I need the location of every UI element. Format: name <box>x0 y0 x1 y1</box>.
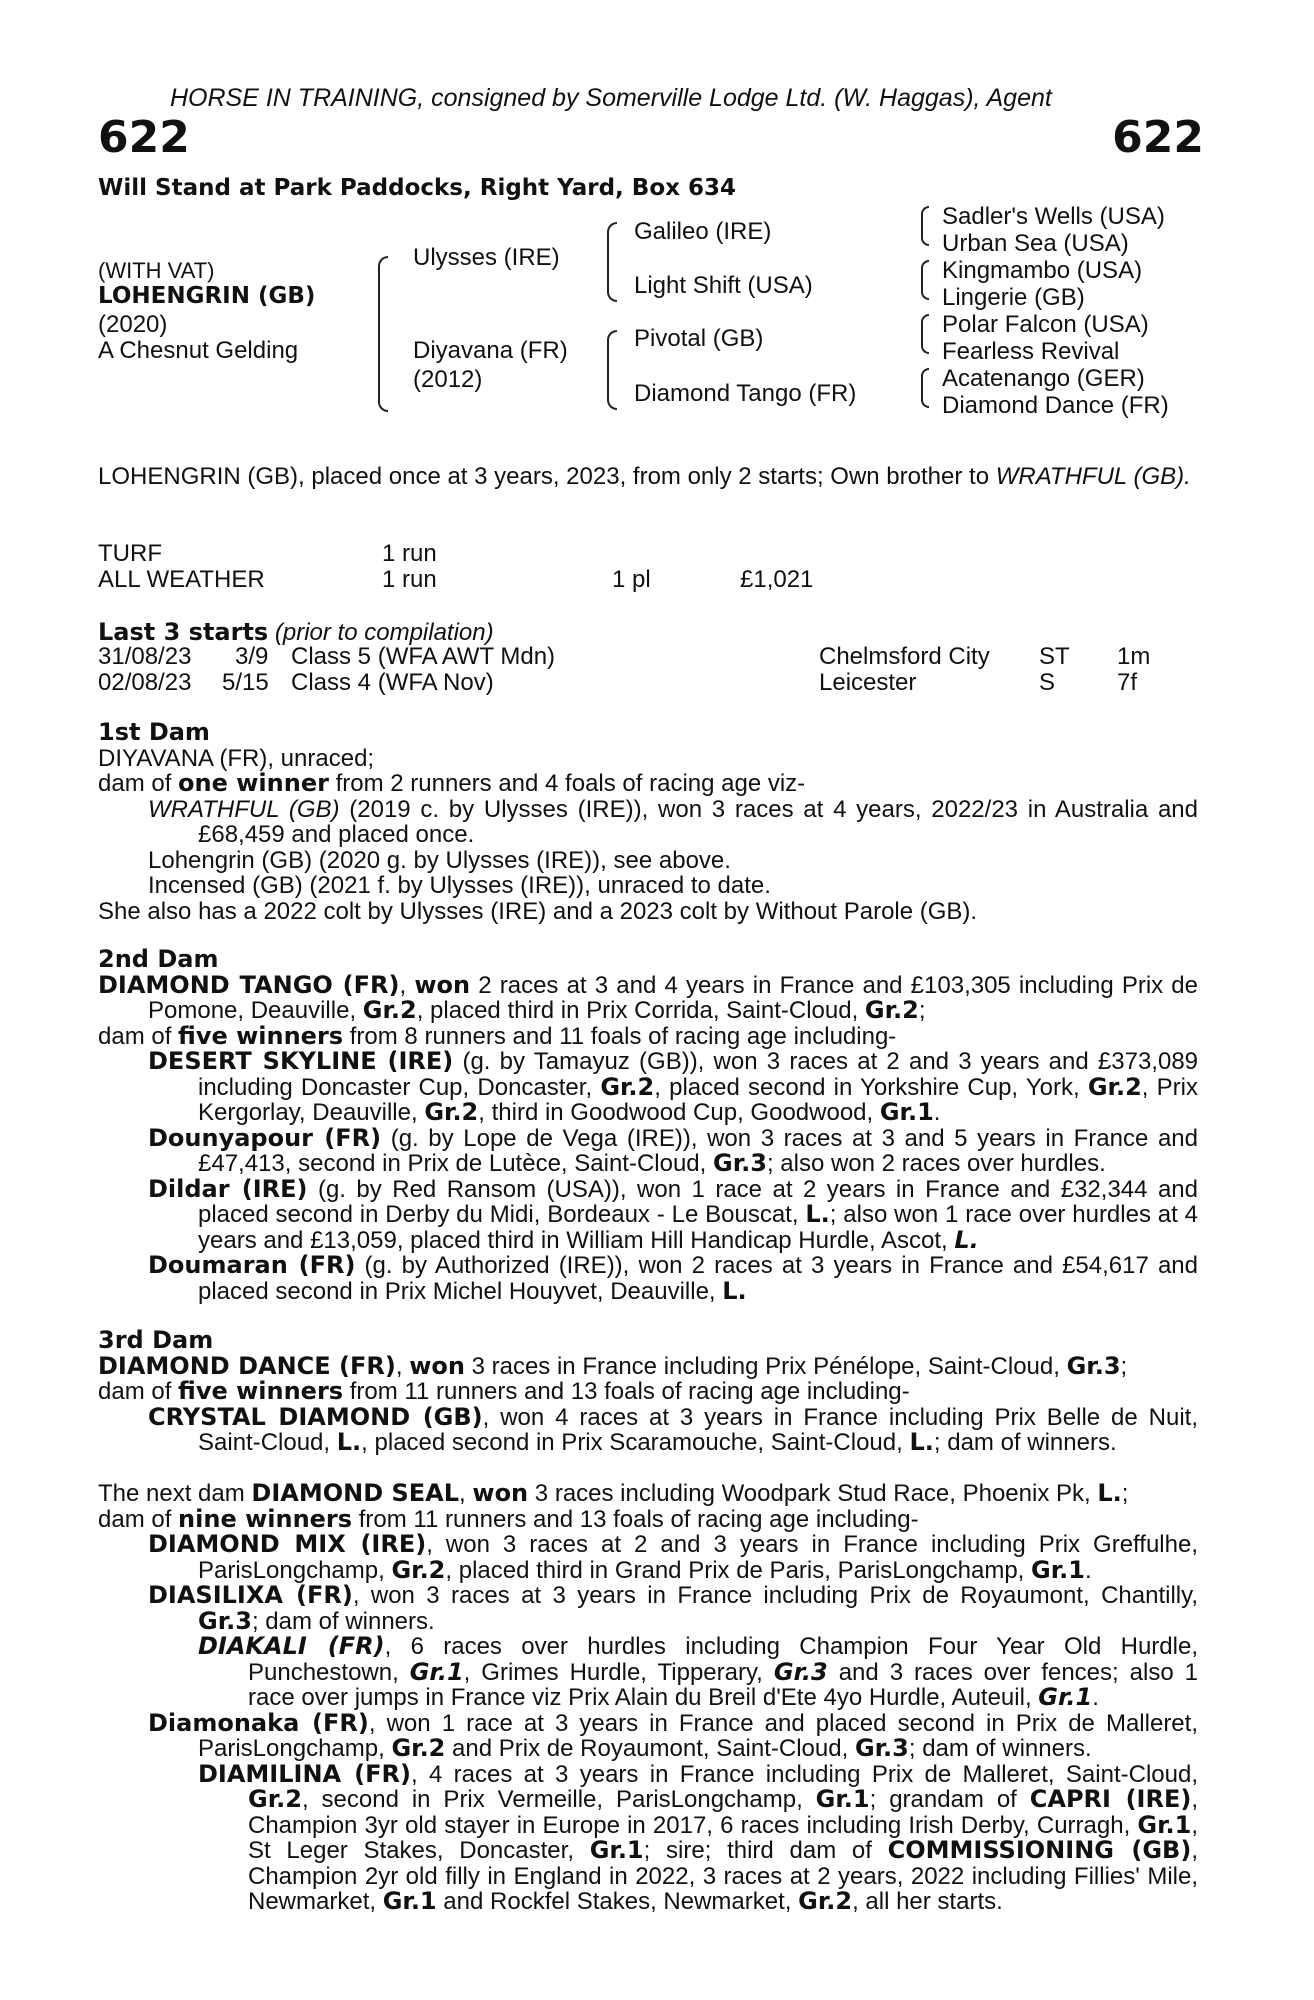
text-span: . <box>1092 1684 1099 1711</box>
text-span: , St Leger Stakes, Doncaster, <box>248 1811 1198 1864</box>
text-span: L. <box>336 1428 362 1456</box>
text-span: Dildar (IRE) <box>148 1174 308 1203</box>
start-going: ST <box>1039 643 1070 670</box>
next-dam-section <box>98 1481 1198 1915</box>
horse-name: LOHENGRIN (GB) <box>98 283 316 309</box>
third-dam-progeny <box>98 1402 1198 1456</box>
pedigree-sd-dam: Lingerie (GB) <box>942 284 1085 311</box>
text-span: , all her starts. <box>852 1888 1003 1915</box>
text-span: DIAMILINA (FR) <box>198 1759 411 1788</box>
record-prize-aw: £1,021 <box>740 566 814 593</box>
text-span: from 11 runners and 13 foals of racing age including- <box>352 1505 919 1533</box>
second-dam-progeny <box>98 1174 1198 1254</box>
vat-note: (WITH VAT) <box>98 258 215 283</box>
start-race: Class 5 (WFA AWT Mdn) <box>291 643 556 670</box>
text-span: DIAKALI (FR) <box>198 1632 385 1660</box>
pedigree-dd-sire: Acatenango (GER) <box>942 365 1145 392</box>
text-span: , Champion 2yr old filly in England in 2022, 3 races at 2 years, 2022 including Fillies' Mile, Newmarket, <box>248 1837 1198 1915</box>
text-span: L. <box>1097 1479 1122 1507</box>
lot-number-right: 622 <box>1112 112 1204 163</box>
text-span: 2 races at 3 and 4 years in France and £103,305 including Prix de Pomone, Deauville, <box>148 971 1199 1024</box>
text-span: and Prix de Royaumont, Saint-Cloud, <box>445 1735 855 1762</box>
text-span: dam of <box>98 1022 179 1050</box>
text-span: DIAMOND TANGO (FR) <box>98 970 400 999</box>
third-dam-section <box>98 1328 1198 1456</box>
text-span: COMMISSIONING (GB) <box>887 1836 1192 1864</box>
pedigree-dam: Diyavana (FR) <box>413 337 568 364</box>
text-span: WRATHFUL (GB) <box>148 795 340 823</box>
text-span: Gr.2 <box>424 1098 479 1126</box>
horse-year: (2020) <box>98 311 168 338</box>
pedigree-sire-dam: Light Shift (USA) <box>634 272 813 299</box>
text-span: Gr.2 <box>798 1887 853 1915</box>
text-span: ; sire; third dam of <box>643 1837 888 1864</box>
text-span: DESERT SKYLINE (IRE) <box>148 1047 454 1075</box>
text-span: , second in Prix Vermeille, ParisLongchamp, <box>301 1786 816 1813</box>
text-span: won <box>409 1351 465 1380</box>
text-span: CRYSTAL DIAMOND (GB) <box>148 1402 483 1431</box>
start-going: S <box>1039 669 1056 696</box>
first-dam-progeny: Incensed (GB) (2021 f. by Ulysses (IRE)), unraced to date. <box>148 872 771 899</box>
third-dam-line1 <box>98 1351 1198 1380</box>
text-span: , <box>459 1480 473 1507</box>
stand-location: Will Stand at Park Paddocks, Right Yard, Box 634 <box>98 175 736 201</box>
pedigree-brace-ds <box>921 314 929 354</box>
text-span: Gr.2 <box>864 996 919 1024</box>
text-span: DIASILIXA (FR) <box>148 1581 353 1609</box>
text-span: L. <box>954 1225 979 1254</box>
pedigree-dam-sire: Pivotal (GB) <box>634 325 764 352</box>
horse-summary <box>98 464 1203 490</box>
text-span: (g. by Authorized (IRE)), won 2 races at 3 years in France and £54,617 and placed second in Prix Michel Houyvet, Deauville, <box>198 1252 1198 1305</box>
text-span: DIAMOND MIX (IRE) <box>148 1530 427 1558</box>
text-span: from 2 runners and 4 foals of racing age viz- <box>328 770 806 797</box>
text-span: Gr.1 <box>1137 1810 1192 1839</box>
text-span: , placed second in Prix Scaramouche, Saint-Cloud, <box>361 1429 910 1456</box>
text-span: Gr.1 <box>879 1098 934 1126</box>
start-distance: 1m <box>1117 643 1151 670</box>
next-dam-line2 <box>98 1504 1198 1533</box>
pedigree-ss-dam: Urban Sea (USA) <box>942 230 1129 257</box>
text-span: Gr.2 <box>391 1555 446 1584</box>
text-span: (2019 c. by Ulysses (IRE)), won 3 races at 4 years, 2022/23 in Australia and £68,459 and placed once. <box>198 795 1199 848</box>
text-span: one winner <box>178 769 329 797</box>
first-dam-progeny <box>98 797 1198 848</box>
text-span: , 4 races at 3 years in France including Prix de Malleret, Saint-Cloud, <box>410 1760 1198 1788</box>
pedigree-ds-sire: Polar Falcon (USA) <box>942 311 1149 338</box>
text-span: , Grimes Hurdle, Tipperary, <box>463 1658 774 1686</box>
pedigree-ds-dam: Fearless Revival <box>942 338 1120 365</box>
text-span: dam of <box>98 1505 179 1533</box>
next-dam-progeny <box>98 1583 1198 1634</box>
text-span: , won 3 races at 2 and 3 years in France including Prix Greffulhe, ParisLongchamp, <box>198 1531 1199 1584</box>
pedigree-dd-dam: Diamond Dance (FR) <box>942 392 1169 419</box>
text-span: five winners <box>178 1377 344 1405</box>
text-span: Gr.2 <box>1087 1072 1142 1101</box>
pedigree-brace-dam <box>607 330 617 410</box>
pedigree-brace-main <box>378 256 388 412</box>
text-span: , third in Goodwood Cup, Goodwood, <box>478 1099 880 1126</box>
text-span: Gr.1 <box>409 1657 464 1686</box>
third-dam-line2 <box>98 1379 1198 1405</box>
record-surface-turf: TURF <box>98 540 162 567</box>
text-span: Gr.2 <box>248 1785 302 1813</box>
text-span: L. <box>805 1200 830 1228</box>
text-span: nine winners <box>178 1504 353 1533</box>
text-span: and 3 races over fences; also 1 race over jumps in France viz Prix Alain du Breil d'Ete 4yo Hurdle, Auteuil, <box>248 1658 1198 1711</box>
text-span: DIAMOND DANCE (FR) <box>98 1351 396 1380</box>
text-span: CAPRI (IRE) <box>1029 1785 1192 1813</box>
text-span: ; dam of winners. <box>251 1607 435 1635</box>
start-distance: 7f <box>1117 669 1138 696</box>
last-starts-title: Last 3 starts <box>98 618 269 646</box>
record-surface-aw: ALL WEATHER <box>98 566 265 593</box>
text-span: Gr.3 <box>854 1734 909 1762</box>
second-dam-progeny <box>98 1123 1198 1177</box>
text-span: , placed third in Prix Corrida, Saint-Cloud, <box>416 997 865 1024</box>
start-date: 02/08/23 <box>98 669 192 696</box>
text-span: dam of <box>98 770 179 797</box>
pedigree-brace-sire <box>607 222 617 302</box>
text-span: and Rockfel Stakes, Newmarket, <box>436 1888 799 1915</box>
pedigree-dam-year: (2012) <box>413 366 483 393</box>
text-span: DIAMOND SEAL <box>251 1479 460 1507</box>
start-position: 5/15 <box>222 669 269 696</box>
text-span: ; dam of winners. <box>933 1429 1117 1456</box>
text-span: , won 3 races at 3 years in France including Prix de Royaumont, Chantilly, <box>352 1582 1198 1609</box>
first-dam-note: She also has a 2022 colt by Ulysses (IRE) and a 2023 colt by Without Parole (GB). <box>98 897 978 925</box>
summary-text: LOHENGRIN (GB), placed once at 3 years, 2023, from only 2 starts; Own brother to <box>98 463 996 490</box>
next-dam-line1 <box>98 1481 1198 1507</box>
text-span: L. <box>722 1276 747 1305</box>
text-span: won <box>472 1479 529 1507</box>
text-span: Diamonaka (FR) <box>148 1708 369 1737</box>
text-span: ; <box>1121 1480 1129 1507</box>
next-dam-progeny <box>98 1634 1198 1711</box>
text-span: The next dam <box>98 1480 252 1507</box>
record-runs-turf: 1 run <box>382 540 437 567</box>
text-span: Gr.1 <box>1038 1683 1093 1711</box>
text-span: Gr.3 <box>773 1657 828 1686</box>
text-span: dam of <box>98 1378 179 1405</box>
second-dam-title: 2nd Dam <box>98 945 219 973</box>
record-placed-aw: 1 pl <box>612 566 651 593</box>
pedigree-sire: Ulysses (IRE) <box>413 244 560 271</box>
text-span: ; <box>918 997 926 1024</box>
horse-description: A Chesnut Gelding <box>98 337 299 364</box>
next-dam-progeny <box>98 1759 1198 1915</box>
start-course: Chelmsford City <box>819 643 990 670</box>
first-dam-line1: DIYAVANA (FR), unraced; <box>98 744 375 772</box>
second-dam-progeny <box>98 1253 1198 1304</box>
text-span: , Prix Kergorlay, Deauville, <box>198 1073 1198 1126</box>
text-span: , placed third in Grand Prix de Paris, ParisLongchamp, <box>445 1556 1032 1584</box>
first-dam-line2 <box>98 771 1198 797</box>
second-dam-progeny <box>98 1049 1198 1126</box>
second-dam-section <box>98 947 1198 1304</box>
last-starts-note: (prior to compilation) <box>274 619 494 646</box>
text-span: ; dam of winners. <box>908 1735 1092 1762</box>
text-span: L. <box>909 1428 934 1456</box>
pedigree-brace-ss <box>921 206 929 246</box>
pedigree-sd-sire: Kingmambo (USA) <box>942 257 1143 284</box>
start-position: 3/9 <box>235 643 269 670</box>
text-span: . <box>1084 1556 1092 1584</box>
text-span: Gr.3 <box>713 1149 767 1177</box>
text-span: , Champion 3yr old stayer in Europe in 2017, 6 races including Irish Derby, Curragh, <box>248 1786 1198 1839</box>
text-span: Gr.2 <box>391 1734 446 1762</box>
text-span: Gr.1 <box>382 1887 437 1915</box>
first-dam-title: 1st Dam <box>98 718 210 746</box>
next-dam-progeny <box>98 1708 1198 1762</box>
text-span: ; also won 2 races over hurdles. <box>766 1150 1106 1177</box>
first-dam-section <box>98 720 1198 924</box>
text-span: Gr.1 <box>1031 1555 1085 1584</box>
text-span: , <box>399 971 415 999</box>
summary-brother: WRATHFUL (GB). <box>995 463 1191 490</box>
third-dam-title: 3rd Dam <box>98 1326 214 1354</box>
text-span: ; grandam of <box>869 1786 1030 1813</box>
text-span: (g. by Tamayuz (GB)), won 3 races at 2 and 3 years and £373,089 including Doncaster Cup, Doncaster, <box>198 1048 1199 1101</box>
text-span: from 8 runners and 11 foals of racing age including- <box>343 1022 897 1050</box>
lot-number-left: 622 <box>98 112 190 163</box>
pedigree-brace-sd <box>921 260 929 300</box>
text-span: (g. by Lope de Vega (IRE)), won 3 races at 3 and 5 years in France and £47,413, second in Prix de Lutèce, Saint-Cloud, <box>198 1124 1198 1177</box>
text-span: (g. by Red Ransom (USA)), won 1 race at 2 years in France and £32,344 and placed second in Derby du Midi, Bordeaux - Le Bouscat, <box>198 1175 1198 1228</box>
catalogue-header: HORSE IN TRAINING, consigned by Somerville Lodge Ltd. (W. Haggas), Agent <box>170 84 1052 112</box>
second-dam-line1 <box>98 970 1199 1024</box>
text-span: won <box>414 970 471 999</box>
pedigree-sire-sire: Galileo (IRE) <box>634 218 772 245</box>
record-runs-aw: 1 run <box>382 566 437 593</box>
text-span: , <box>395 1352 410 1380</box>
text-span: Gr.3 <box>1066 1351 1121 1380</box>
start-date: 31/08/23 <box>98 643 192 670</box>
text-span: Doumaran (FR) <box>148 1251 356 1279</box>
second-dam-line2 <box>98 1021 1198 1050</box>
text-span: , 6 races over hurdles including Champion Four Year Old Hurdle, Punchestown, <box>248 1633 1198 1686</box>
text-span: , won 4 races at 3 years in France including Prix Belle de Nuit, Saint-Cloud, <box>198 1403 1198 1456</box>
text-span: Gr.1 <box>815 1785 870 1813</box>
pedigree-ss-sire: Sadler's Wells (USA) <box>942 203 1165 230</box>
text-span: Gr.1 <box>589 1836 644 1864</box>
text-span: , placed second in Yorkshire Cup, York, <box>654 1073 1088 1101</box>
pedigree-dam-dam: Diamond Tango (FR) <box>634 380 857 407</box>
text-span: . <box>933 1099 941 1126</box>
text-span: 3 races including Woodpark Stud Race, Phoenix Pk, <box>528 1480 1098 1507</box>
text-span: five winners <box>178 1021 344 1050</box>
text-span: ; also won 1 race over hurdles at 4 years and £13,059, placed third in William Hill Handicap Hurdle, Ascot, <box>198 1201 1198 1254</box>
next-dam-progeny <box>98 1532 1198 1583</box>
text-span: Dounyapour (FR) <box>148 1123 382 1152</box>
text-span: Gr.3 <box>198 1606 252 1635</box>
text-span: 3 races in France including Prix Pénélope, Saint-Cloud, <box>464 1352 1067 1380</box>
pedigree-brace-dd <box>921 368 929 408</box>
start-race: Class 4 (WFA Nov) <box>291 669 494 696</box>
text-span: Gr.2 <box>362 996 417 1024</box>
text-span: from 11 runners and 13 foals of racing age including- <box>343 1378 910 1405</box>
first-dam-progeny: Lohengrin (GB) (2020 g. by Ulysses (IRE)), see above. <box>148 846 731 874</box>
text-span: , won 1 race at 3 years in France and placed second in Prix de Malleret, ParisLongchamp, <box>198 1709 1198 1762</box>
start-course: Leicester <box>819 669 917 696</box>
text-span: Gr.2 <box>600 1072 655 1101</box>
text-span: ; <box>1120 1352 1128 1380</box>
